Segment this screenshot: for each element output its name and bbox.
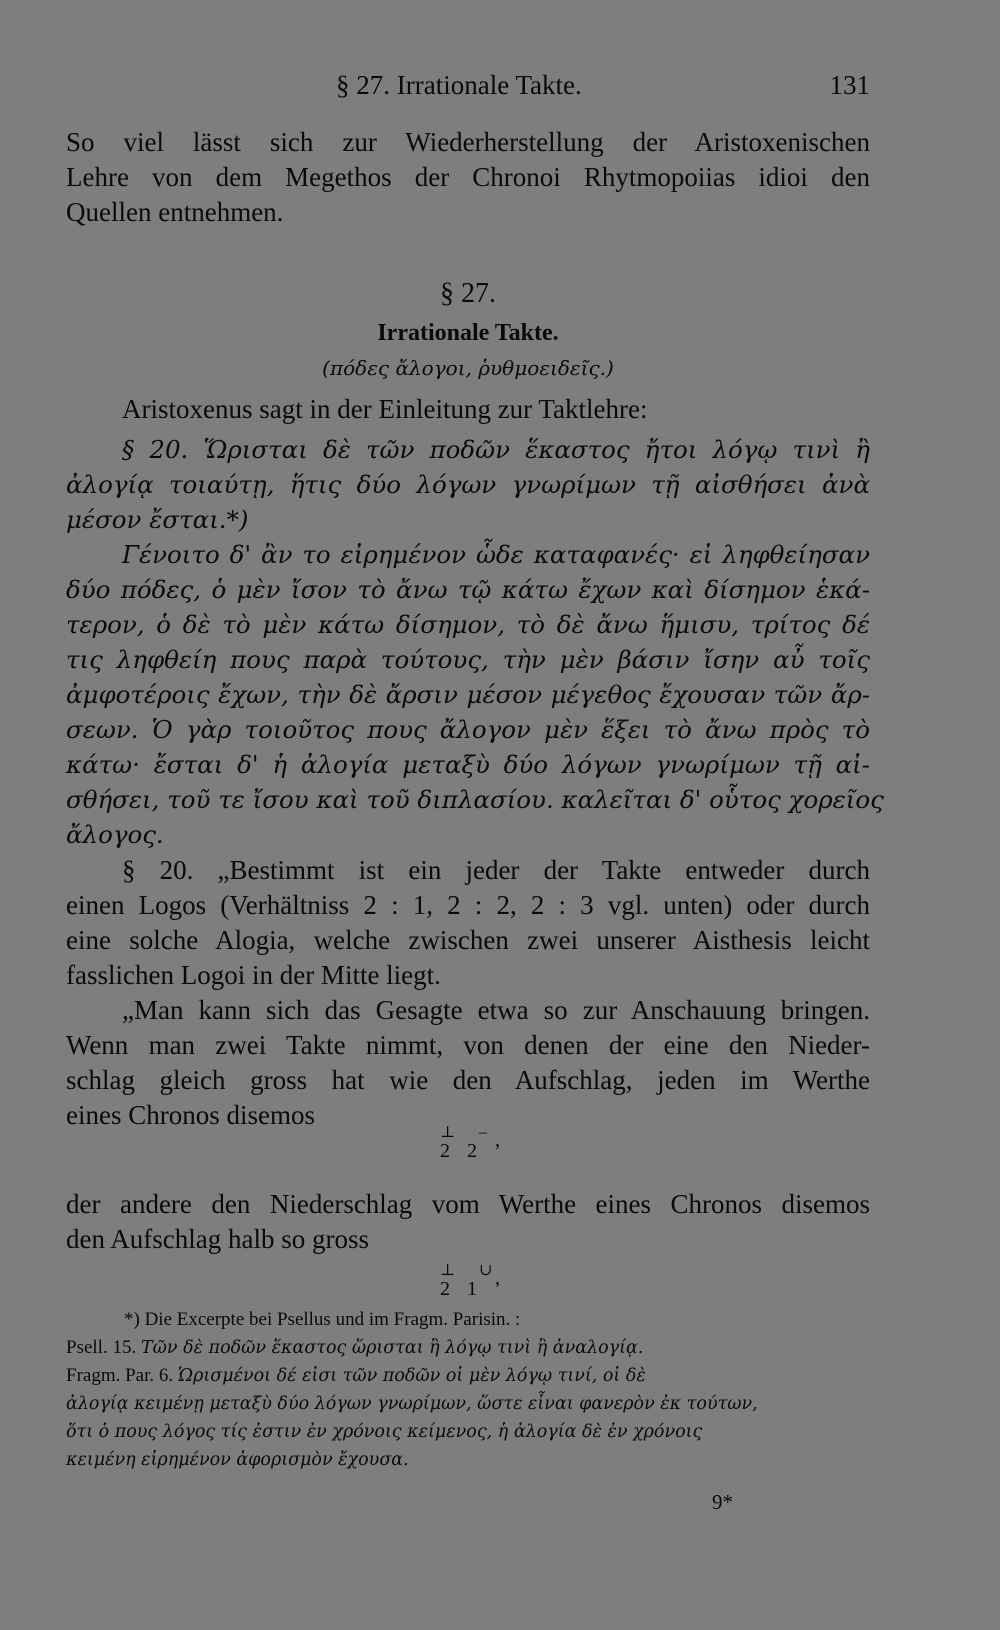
greek-line: § 20. Ὥρισται δὲ τῶν ποδῶν ἕκαστος ἤτοι λόγῳ τινὶ ἢ xyxy=(122,435,870,464)
page-number: 131 xyxy=(829,70,870,100)
greek-line: ἀμφοτέροις ἔχων, τὴν δὲ ἄρσιν μέσον μέγεθος ἔχουσαν τῶν ἄρ- xyxy=(66,680,870,709)
greek-line: τερον, ὁ δὲ τὸ μὲν κάτω δίσημον, τὸ δὲ ἄνω ἥμισυ, τρίτος δέ xyxy=(66,610,870,639)
intro-paragraph xyxy=(66,125,870,230)
footnote-fragment-text: ὅτι ὁ πους λόγος τίς ἐστιν ἐν χρόνοις κείμενος, ἡ ἀλογία δὲ ἐν χρόνοις xyxy=(66,1422,703,1442)
greek-line: δύο πόδες, ὁ μὲν ἴσον τὸ ἄνω τῷ κάτω ἔχων καὶ δίσημον ἑκά- xyxy=(66,575,870,604)
greek-line: σεων. Ὁ γὰρ τοιοῦτος πους ἄλογον μὲν ἕξει τὸ ἄνω πρὸς τὸ xyxy=(66,715,870,744)
greek-line: σθήσει, τοῦ τε ἴσου καὶ τοῦ διπλασίου. καλεῖται δ' οὗτος χορεῖος xyxy=(66,785,884,814)
greek-line: ἀλογίᾳ τοιαύτῃ, ἥτις δύο λόγων γνωρίμων τῇ αἰσθήσει ἀνὰ xyxy=(66,470,870,499)
section-title: Irrationale Takte. xyxy=(377,320,559,346)
german-line: Wenn man zwei Takte nimmt, von denen der eine den Nieder- xyxy=(66,1030,870,1060)
german-line: der andere den Niederschlag vom Werthe eines Chronos disemos xyxy=(66,1189,870,1219)
footnote-psellus-ref: Psell. 15. xyxy=(66,1337,137,1358)
german-line: „Man kann sich das Gesagte etwa so zur Anschauung bringen. xyxy=(122,995,870,1025)
section-subtitle: (πόδες ἄλογοι, ῥυθμοειδεῖς.) xyxy=(322,356,614,380)
footnote-fragment xyxy=(66,1362,870,1390)
german-line: § 20. „Bestimmt ist ein jeder der Takte entweder durch xyxy=(122,855,870,885)
book-page xyxy=(66,0,884,1630)
german-line: einen Logos (Verhältniss 2 : 1, 2 : 2, 2 : 3 vgl. unten) oder durch xyxy=(66,890,870,920)
footnote-fragment-text: Ὡρισμένοι δέ εἰσι τῶν ποδῶν οἱ μὲν λόγῳ τινί, οἱ δὲ xyxy=(177,1366,646,1386)
intro-line: Lehre von dem Megethos der Chronoi Rhytmopoiias idioi den xyxy=(66,162,870,192)
footnote-head: *) Die Excerpte bei Psellus und im Fragm. Parisin. : xyxy=(124,1309,521,1330)
signature-mark: 9* xyxy=(712,1490,733,1514)
meter-marks: ⊥ – xyxy=(440,1124,498,1141)
greek-line: μέσον ἔσται.*) xyxy=(66,505,249,534)
footnote-psellus xyxy=(66,1334,870,1362)
german-paragraph-continued xyxy=(66,1187,870,1257)
german-line: fasslichen Logoi in der Mitte liegt. xyxy=(66,960,441,990)
german-line: schlag gleich gross hat wie den Aufschlag, jeden im Werthe xyxy=(66,1065,870,1095)
german-line: den Aufschlag halb so gross xyxy=(66,1224,369,1254)
intro-line: So viel lässt sich zur Wiederherstellung der Aristoxenischen xyxy=(66,127,870,157)
meter-scheme-1 xyxy=(440,1126,507,1163)
greek-paragraph-example xyxy=(66,537,884,852)
meter-scheme-2 xyxy=(440,1264,507,1301)
footnote-fragment-text: κειμένη εἰρημένον ἀφορισμὸν ἔχουσα. xyxy=(66,1450,409,1470)
footnote-fragment-text: ἀλογίᾳ κειμένῃ μεταξὺ δύο λόγων γνωρίμων, ὥστε εἶναι φανερὸν ἐκ τούτων, xyxy=(66,1394,758,1414)
greek-paragraph-20 xyxy=(66,432,870,537)
footnote-psellus-text: Τῶν δὲ ποδῶν ἕκαστος ὥρισται ἢ λόγῳ τινὶ ἢ ἀναλογίᾳ. xyxy=(140,1338,644,1358)
meter-values: 2 1 ’ xyxy=(440,1278,507,1300)
greek-line: κάτω· ἔσται δ' ἡ ἀλογία μεταξὺ δύο λόγων γνωρίμων τῇ αἰ- xyxy=(66,750,870,779)
intro-line: Quellen entnehmen. xyxy=(66,197,284,227)
meter-values: 2 2 ’ xyxy=(440,1140,507,1162)
meter-marks: ⊥ ∪ xyxy=(440,1262,503,1279)
german-paragraph-20 xyxy=(66,853,870,993)
german-line: eines Chronos disemos xyxy=(66,1100,315,1130)
greek-line: ἄλογος. xyxy=(66,820,164,849)
running-head-title: § 27. Irrationale Takte. xyxy=(336,70,582,100)
lead-line: Aristoxenus sagt in der Einleitung zur Taktlehre: xyxy=(122,394,648,424)
german-paragraph-example xyxy=(66,993,870,1133)
lead-paragraph xyxy=(66,392,870,427)
section-number: § 27. xyxy=(440,278,496,309)
footnote-fragment-ref: Fragm. Par. 6. xyxy=(66,1365,174,1386)
footnotes xyxy=(66,1306,870,1474)
greek-line: τις ληφθείη πους παρὰ τούτους, τὴν μὲν βάσιν ἴσην αὖ τοῖς xyxy=(66,645,870,674)
greek-line: Γένοιτο δ' ἂν το εἰρημένον ὧδε καταφανές· εἰ ληφθείησαν xyxy=(122,540,870,569)
german-line: eine solche Alogia, welche zwischen zwei unserer Aisthesis leicht xyxy=(66,925,870,955)
